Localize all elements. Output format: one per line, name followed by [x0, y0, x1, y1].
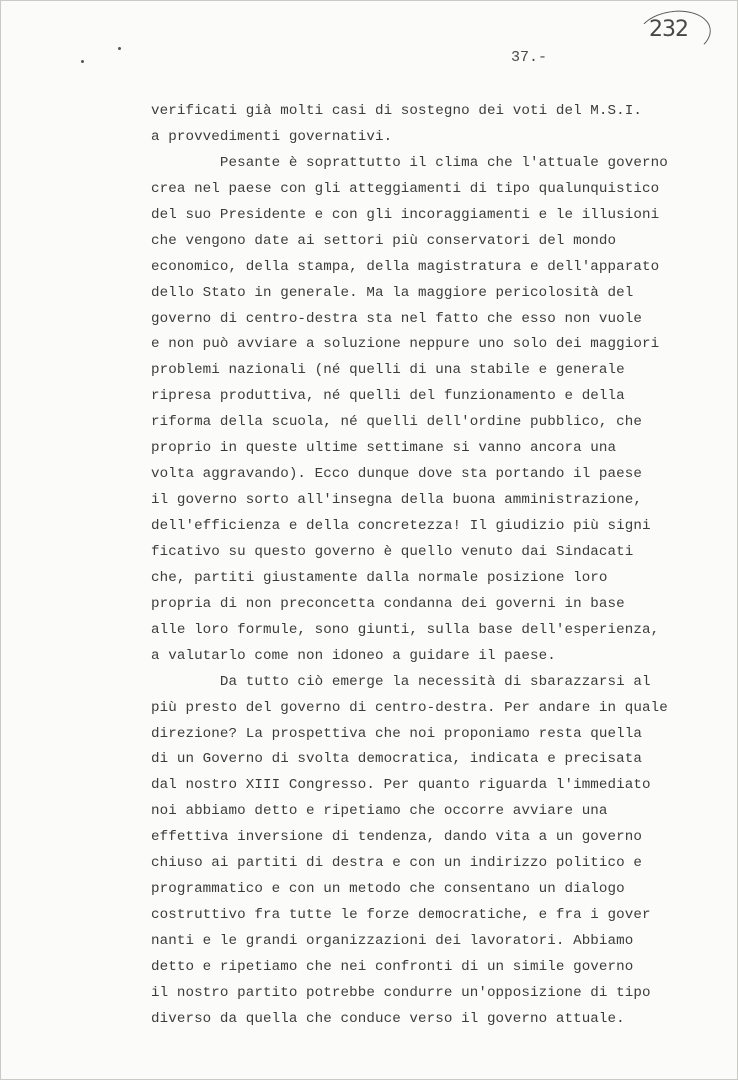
- text-line: dal nostro XIII Congresso. Per quanto riguarda l'immediato: [151, 777, 651, 794]
- text-line: costruttivo fra tutte le forze democratiche, e fra i gover: [151, 907, 651, 924]
- text-line: dell'efficienza e della concretezza! Il giudizio più signi: [151, 518, 651, 534]
- text-line: Da tutto ciò emerge la necessità di sbarazzarsi al: [151, 673, 651, 690]
- text-line: riforma della scuola, né quelli dell'ordine pubblico, che: [151, 414, 642, 431]
- text-line: diverso da quella che conduce verso il governo attuale.: [151, 1010, 625, 1027]
- text-line: e non può avviare a soluzione neppure uno solo dei maggiori: [151, 336, 660, 353]
- text-line: crea nel paese con gli atteggiamenti di tipo qualunquistico: [151, 180, 660, 197]
- archive-page-number: 232: [649, 17, 688, 42]
- text-line: più presto del governo di centro-destra. Per andare in quale: [151, 699, 668, 716]
- text-line: ficativo su questo governo è quello venuto dai Sindacati: [151, 543, 634, 560]
- text-line: economico, della stampa, della magistratura e dell'apparato: [151, 258, 660, 275]
- text-line: proprio in queste ultime settimane si vanno ancora una: [151, 440, 617, 457]
- typewritten-body: [151, 99, 711, 1033]
- text-line: dello Stato in generale. Ma la maggiore pericolosità del: [151, 284, 634, 301]
- text-line: alle loro formule, sono giunti, sulla base dell'esperienza,: [151, 621, 660, 638]
- text-line: programmatico e con un metodo che consentano un dialogo: [151, 881, 625, 898]
- text-line: ripresa produttiva, né quelli del funzionamento e della: [151, 388, 625, 405]
- text-line: chiuso ai partiti di destra e con un indirizzo politico e: [151, 855, 642, 872]
- text-line: propria di non preconcetta condanna dei governi in base: [151, 595, 625, 612]
- text-line: il nostro partito potrebbe condurre un'opposizione di tipo: [151, 984, 651, 1001]
- text-line: nanti e le grandi organizzazioni dei lavoratori. Abbiamo: [151, 933, 634, 949]
- text-line: effettiva inversione di tendenza, dando vita a un governo: [151, 829, 642, 846]
- text-line: problemi nazionali (né quelli di una stabile e generale: [151, 362, 625, 379]
- text-line: che, partiti giustamente dalla normale posizione loro: [151, 569, 608, 586]
- text-line: a provvedimenti governativi.: [151, 128, 393, 145]
- text-line: detto e ripetiamo che nei confronti di un simile governo: [151, 958, 634, 975]
- text-line: che vengono date ai settori più conservatori del mondo: [151, 232, 617, 249]
- text-line: a valutarlo come non idoneo a guidare il paese.: [151, 647, 556, 664]
- text-line: del suo Presidente e con gli incoraggiamenti e le illusioni: [151, 206, 660, 223]
- text-line: direzione? La prospettiva che noi proponiamo resta quella: [151, 725, 642, 742]
- text-line: volta aggravando). Ecco dunque dove sta portando il paese: [151, 466, 642, 483]
- page-number: 37.-: [511, 49, 548, 66]
- text-line: Pesante è soprattutto il clima che l'attuale governo: [151, 154, 668, 171]
- paper-speck: [81, 60, 84, 63]
- paper-speck: [118, 47, 121, 50]
- text-line: di un Governo di svolta democratica, indicata e precisata: [151, 751, 642, 768]
- text-line: governo di centro-destra sta nel fatto che esso non vuole: [151, 310, 642, 327]
- text-line: verificati già molti casi di sostegno dei voti del M.S.I.: [151, 103, 642, 119]
- text-line: noi abbiamo detto e ripetiamo che occorre avviare una: [151, 803, 608, 820]
- text-line: il governo sorto all'insegna della buona amministrazione,: [151, 492, 642, 509]
